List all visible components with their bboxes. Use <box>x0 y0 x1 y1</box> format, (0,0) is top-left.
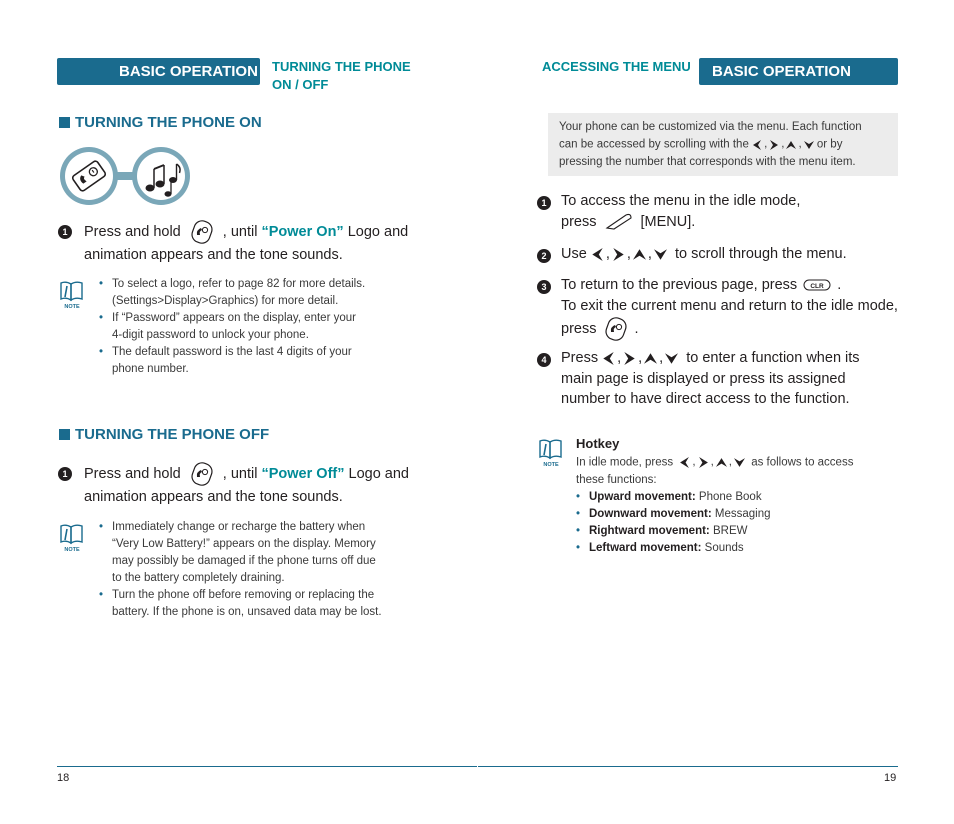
note-book-icon <box>537 438 565 468</box>
nav-arrows: , , , <box>591 244 667 265</box>
right-header-subtitle: ACCESSING THE MENU <box>542 59 691 74</box>
power-end-key-icon <box>189 461 215 487</box>
down-arrow-icon <box>665 352 678 365</box>
intro-text-line2 <box>559 136 898 154</box>
hotkey-item: • Downward movement: Messaging <box>576 506 896 523</box>
note-item: • Immediately change or recharge the battery when “Very Low Battery!” appears on the display. Memory may possibly be damaged if the phone turns off due to the battery completely draining. <box>99 519 409 587</box>
page-number: 18 <box>57 772 70 784</box>
power-end-key-icon <box>189 219 215 245</box>
power-off-label: “Power Off” <box>261 465 345 482</box>
step-text: , until <box>222 465 258 482</box>
nav-arrows: , , , <box>602 348 678 369</box>
power-off-step <box>84 461 414 508</box>
right-arrow-icon <box>623 352 636 365</box>
left-arrow-icon <box>591 248 604 261</box>
step-number: 1 <box>537 196 551 210</box>
step-text: animation appears and the tone sounds. <box>84 489 343 505</box>
step-text: Press <box>561 350 599 367</box>
up-arrow-icon <box>633 248 646 261</box>
nav-arrows: , , , <box>752 136 814 153</box>
step-text: press <box>561 320 597 337</box>
step-text-line1 <box>561 275 921 296</box>
step-number: 1 <box>58 225 72 239</box>
step-text: to enter a function when its <box>686 350 860 367</box>
note-list-off <box>99 519 409 621</box>
power-on-illustration <box>56 144 196 210</box>
step-text: [MENU]. <box>640 213 696 230</box>
page-number: 19 <box>884 772 897 784</box>
down-arrow-icon <box>734 457 745 468</box>
left-header-label: BASIC OPERATION <box>119 63 258 80</box>
note-item: • The default password is the last 4 digits of your phone number. <box>99 344 399 378</box>
left-header-subtitle <box>272 58 411 94</box>
menu-step-2 <box>561 244 906 265</box>
hotkey-list <box>576 489 896 557</box>
menu-key-icon <box>604 213 634 231</box>
step-text-line3 <box>561 316 921 342</box>
step-text: Press and hold <box>84 465 181 482</box>
step-number: 2 <box>537 249 551 263</box>
nav-arrows: , , , <box>679 454 745 471</box>
step-text: To return to the previous page, press <box>561 277 798 293</box>
note-item: • To select a logo, refer to page 82 for more details. (Settings>Display>Graphics) for more detail. <box>99 276 399 310</box>
step-text-line2 <box>561 212 906 233</box>
step-text: . <box>634 320 639 337</box>
section-title-text: TURNING THE PHONE ON <box>75 114 262 131</box>
right-header-label: BASIC OPERATION <box>712 63 851 80</box>
up-arrow-icon <box>644 352 657 365</box>
hotkey-note <box>576 435 896 557</box>
section-title-turning-on <box>59 114 262 131</box>
step-number: 1 <box>58 467 72 481</box>
left-footer-rule <box>57 766 477 767</box>
power-on-step <box>84 219 414 266</box>
step-text: Logo and <box>348 465 409 482</box>
menu-step-4 <box>561 348 906 410</box>
step-text: . <box>837 277 842 293</box>
hotkey-text: these functions: <box>576 473 657 486</box>
intro-text: can be accessed by scrolling with the <box>559 138 749 151</box>
step-text: main page is displayed or press its assigned <box>561 370 846 387</box>
right-footer-rule <box>478 766 898 767</box>
step-number: 4 <box>537 353 551 367</box>
svg-text:NOTE: NOTE <box>64 304 80 310</box>
menu-intro-box <box>548 113 898 176</box>
svg-text:NOTE: NOTE <box>64 547 80 553</box>
step-text: animation appears and the tone sounds. <box>84 247 343 263</box>
step-number: 3 <box>537 280 551 294</box>
right-arrow-icon <box>698 457 709 468</box>
step-text: press <box>561 213 597 230</box>
step-text: To exit the current menu and return to the idle mode, <box>561 297 898 314</box>
menu-step-3 <box>561 275 921 342</box>
left-arrow-icon <box>752 140 762 150</box>
up-arrow-icon <box>716 457 727 468</box>
left-header-box <box>57 58 260 85</box>
section-title-text: TURNING THE PHONE OFF <box>75 426 270 443</box>
up-arrow-icon <box>786 140 796 150</box>
left-header-subtitle-line1: TURNING THE PHONE <box>272 59 411 74</box>
down-arrow-icon <box>804 140 814 150</box>
step-text: Use <box>561 246 587 263</box>
note-book-icon <box>58 280 86 310</box>
right-header-box <box>699 58 898 85</box>
down-arrow-icon <box>654 248 667 261</box>
step-text: number to have direct access to the function. <box>561 391 850 408</box>
step-text: to scroll through the menu. <box>674 246 847 263</box>
section-title-turning-off <box>59 426 269 443</box>
step-text: To access the menu in the idle mode, <box>561 193 801 209</box>
power-on-label: “Power On” <box>261 223 344 240</box>
intro-text: Your phone can be customized via the menu. Each function <box>559 121 862 133</box>
step-text-line1 <box>561 348 906 369</box>
svg-text:CLR: CLR <box>810 283 824 291</box>
step-text: Press and hold <box>84 223 181 240</box>
left-arrow-icon <box>602 352 615 365</box>
intro-text: or by <box>816 138 843 151</box>
note-item: • Turn the phone off before removing or replacing the battery. If the phone is on, unsaved data may be lost. <box>99 587 409 621</box>
section-bullet <box>59 117 70 128</box>
note-list-on <box>99 276 399 378</box>
note-item: • If “Password” appears on the display, enter your 4-digit password to unlock your phone. <box>99 310 399 344</box>
step-text: , until <box>222 223 258 240</box>
hotkey-text: In idle mode, press <box>576 456 674 469</box>
hotkey-line1 <box>576 454 896 472</box>
right-arrow-icon <box>769 140 779 150</box>
left-header-subtitle-line2: ON / OFF <box>272 77 329 92</box>
menu-step-1 <box>561 191 906 232</box>
clear-key-icon <box>803 278 831 292</box>
section-bullet <box>59 429 70 440</box>
note-book-icon <box>58 523 86 553</box>
power-end-key-icon <box>603 316 629 342</box>
svg-text:NOTE: NOTE <box>543 462 559 468</box>
hotkey-item: • Rightward movement: BREW <box>576 523 896 540</box>
hotkey-item: • Upward movement: Phone Book <box>576 489 896 506</box>
step-text: Logo and <box>347 223 409 240</box>
hotkey-item: • Leftward movement: Sounds <box>576 540 896 557</box>
left-arrow-icon <box>679 457 690 468</box>
intro-text: pressing the number that corresponds with the menu item. <box>559 155 856 168</box>
hotkey-text: as follows to access <box>751 456 854 469</box>
right-arrow-icon <box>612 248 625 261</box>
hotkey-title: Hotkey <box>576 436 620 451</box>
